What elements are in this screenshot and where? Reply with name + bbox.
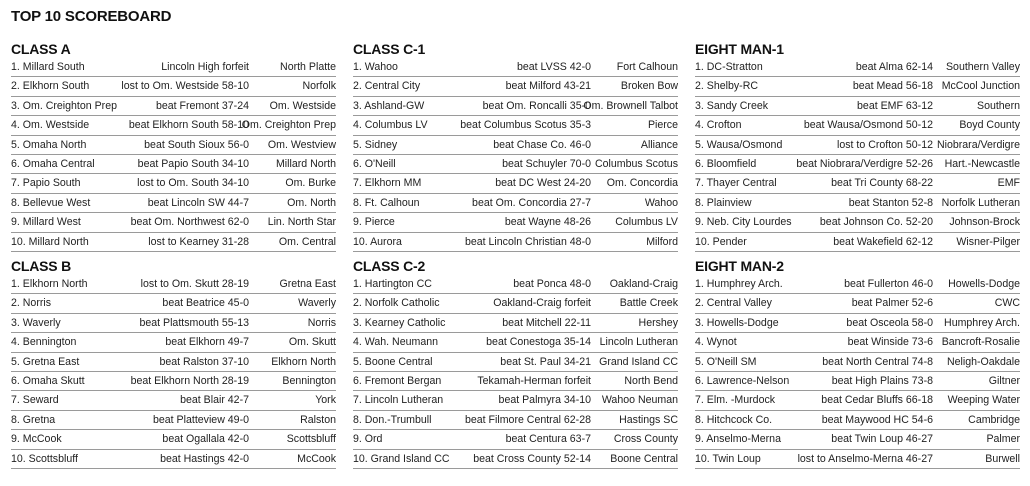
next-opponent: Waverly (298, 297, 336, 310)
next-opponent: Milford (646, 235, 678, 248)
game-result: beat Tri County 68-22 (831, 177, 933, 190)
next-opponent: Boone Central (610, 452, 678, 465)
ranking-row (695, 97, 1020, 116)
next-opponent: Hastings SC (619, 413, 678, 426)
team-name: 3. Sandy Creek (695, 99, 769, 112)
ranking-row (353, 58, 678, 77)
game-result: beat Palmer 52-6 (851, 297, 933, 310)
next-opponent: Cambridge (968, 413, 1020, 426)
team-name: 3. Ashland-GW (353, 99, 425, 112)
ranking-row (353, 314, 678, 333)
team-name: 9. Millard West (11, 216, 81, 229)
team-name: 4. Wah. Neumann (353, 336, 438, 349)
ranking-row (695, 430, 1020, 449)
game-result: beat Lincoln SW 44-7 (147, 196, 249, 209)
ranking-row (353, 275, 678, 294)
ranking-row (11, 174, 336, 193)
game-result: Tekamah-Herman forfeit (477, 374, 591, 387)
ranking-row (11, 116, 336, 135)
next-opponent: Cross County (613, 433, 678, 446)
column-right (695, 40, 1020, 474)
next-opponent: North Bend (624, 374, 678, 387)
team-name: 2. Elkhorn South (11, 80, 90, 93)
game-result: beat Johnson Co. 52-20 (819, 216, 933, 229)
column-middle (353, 40, 678, 474)
next-opponent: Om. North (287, 196, 336, 209)
game-result: lost to Kearney 31-28 (148, 235, 249, 248)
game-result: beat LVSS 42-0 (516, 61, 591, 73)
game-result: lost to Crofton 50-12 (837, 138, 933, 151)
next-opponent: Broken Bow (620, 80, 678, 93)
ranking-row (11, 194, 336, 213)
ranking-row (11, 233, 336, 252)
team-name: 1. Wahoo (353, 61, 398, 73)
ranking-row (11, 333, 336, 352)
ranking-row (11, 77, 336, 96)
ranking-row (695, 77, 1020, 96)
team-name: 10. Twin Loup (695, 452, 761, 465)
team-name: 4. Om. Westside (11, 119, 90, 132)
ranking-row (353, 77, 678, 96)
next-opponent: Southern Valley (945, 61, 1020, 73)
ranking-row (353, 333, 678, 352)
page-title: TOP 10 SCOREBOARD (11, 8, 172, 25)
game-result: lost to Om. Westside 58-10 (121, 80, 249, 93)
team-name: 3. Om. Creighton Prep (11, 99, 117, 112)
next-opponent: Southern (977, 99, 1020, 112)
ranking-row (353, 174, 678, 193)
team-name: 10. Pender (695, 235, 747, 248)
team-name: 6. Bloomfield (695, 157, 757, 170)
next-opponent: Scottsbluff (286, 433, 336, 446)
game-result: beat Cross County 52-14 (473, 452, 591, 465)
ranking-row (11, 155, 336, 174)
game-result: beat Columbus Scotus 35-3 (460, 119, 591, 132)
game-result: beat St. Paul 34-21 (500, 355, 591, 368)
team-name: 1. Hartington CC (353, 278, 432, 290)
team-name: 4. Wynot (695, 336, 737, 349)
class-heading: EIGHT MAN-1 (695, 41, 784, 57)
next-opponent: Humphrey Arch. (944, 316, 1020, 329)
next-opponent: Columbus Scotus (594, 157, 678, 170)
next-opponent: Om. Burke (285, 177, 336, 190)
ranking-row (695, 58, 1020, 77)
class-heading: EIGHT MAN-2 (695, 258, 784, 274)
team-name: 9. Ord (353, 433, 383, 446)
game-result: beat Osceola 58-0 (846, 316, 933, 329)
team-name: 1. Millard South (11, 61, 85, 73)
game-result: beat Lincoln Christian 48-0 (464, 235, 591, 248)
ranking-row (353, 213, 678, 232)
next-opponent: Wisner-Pilger (956, 235, 1020, 248)
ranking-row (695, 294, 1020, 313)
next-opponent: Bancroft-Rosalie (941, 336, 1020, 349)
team-name: 8. Plainview (695, 196, 752, 209)
team-name: 4. Crofton (695, 119, 742, 132)
team-name: 3. Kearney Catholic (353, 316, 446, 329)
class-heading: CLASS A (11, 41, 71, 57)
next-opponent: CWC (994, 297, 1020, 310)
next-opponent: Om. Westside (269, 99, 336, 112)
team-name: 10. Aurora (353, 235, 402, 248)
ranking-row (695, 155, 1020, 174)
game-result: beat South Sioux 56-0 (144, 138, 249, 151)
game-result: beat Elkhorn South 58-10 (128, 119, 249, 132)
team-name: 2. Norfolk Catholic (353, 297, 440, 310)
game-result: beat Maywood HC 54-6 (821, 413, 933, 426)
game-result: beat Beatrice 45-0 (162, 297, 249, 310)
team-name: 5. Sidney (353, 138, 398, 151)
game-result: beat Ogallala 42-0 (162, 433, 249, 446)
ranking-row (695, 372, 1020, 391)
ranking-row (353, 233, 678, 252)
ranking-row (353, 155, 678, 174)
next-opponent: McCool Junction (941, 80, 1020, 93)
ranking-list (353, 58, 678, 252)
game-result: beat Centura 63-7 (505, 433, 591, 446)
team-name: 9. Anselmo-Merna (695, 433, 781, 446)
team-name: 8. Ft. Calhoun (353, 196, 420, 209)
next-opponent: Norris (307, 316, 336, 329)
game-result: beat Ralston 37-10 (159, 355, 249, 368)
ranking-row (11, 136, 336, 155)
team-name: 9. Neb. City Lourdes (695, 216, 792, 229)
ranking-row (11, 314, 336, 333)
next-opponent: Lincoln Lutheran (599, 336, 678, 349)
next-opponent: Grand Island CC (599, 355, 678, 368)
game-result: beat Palmyra 34-10 (498, 394, 591, 407)
team-name: 1. Humphrey Arch. (695, 278, 783, 290)
game-result: beat Wayne 48-26 (504, 216, 591, 229)
class-section (695, 257, 1020, 474)
next-opponent: Boyd County (959, 119, 1020, 132)
game-result: beat Platteview 49-0 (153, 413, 249, 426)
ranking-row (695, 450, 1020, 469)
ranking-list (353, 275, 678, 469)
next-opponent: McCook (297, 452, 336, 465)
game-result: beat Cedar Bluffs 66-18 (821, 394, 933, 407)
next-opponent: Gretna East (279, 278, 336, 290)
next-opponent: Battle Creek (619, 297, 678, 310)
ranking-row (695, 314, 1020, 333)
next-opponent: Om. Central (278, 235, 336, 248)
next-opponent: Bennington (282, 374, 336, 387)
game-result: beat Schuyler 70-0 (502, 157, 591, 170)
ranking-row (695, 411, 1020, 430)
class-section (11, 40, 336, 257)
team-name: 10. Scottsbluff (11, 452, 78, 465)
ranking-row (11, 411, 336, 430)
team-name: 5. O'Neill SM (695, 355, 757, 368)
ranking-row (695, 391, 1020, 410)
team-name: 8. Gretna (11, 413, 56, 426)
ranking-row (695, 136, 1020, 155)
game-result: beat Fremont 37-24 (155, 99, 249, 112)
team-name: 10. Grand Island CC (353, 452, 450, 465)
ranking-list (695, 275, 1020, 469)
team-name: 7. Elkhorn MM (353, 177, 422, 190)
game-result: lost to Anselmo-Merna 46-27 (797, 452, 933, 465)
next-opponent: Millard North (275, 157, 336, 170)
game-result: beat Stanton 52-8 (848, 196, 933, 209)
game-result: beat Hastings 42-0 (160, 452, 249, 465)
team-name: 6. Omaha Skutt (11, 374, 85, 387)
ranking-row (11, 213, 336, 232)
ranking-row (11, 275, 336, 294)
next-opponent: Oakland-Craig (609, 278, 678, 290)
ranking-list (11, 275, 336, 469)
game-result: beat Plattsmouth 55-13 (139, 316, 249, 329)
team-name: 10. Millard North (11, 235, 89, 248)
team-name: 8. Don.-Trumbull (353, 413, 432, 426)
team-name: 1. DC-Stratton (695, 61, 763, 73)
team-name: 5. Gretna East (11, 355, 80, 368)
game-result: beat Blair 42-7 (180, 394, 249, 407)
ranking-row (353, 391, 678, 410)
ranking-row (11, 353, 336, 372)
ranking-list (695, 58, 1020, 252)
next-opponent: EMF (997, 177, 1020, 190)
next-opponent: Weeping Water (947, 394, 1020, 407)
team-name: 5. Omaha North (11, 138, 87, 151)
team-name: 7. Papio South (11, 177, 81, 190)
ranking-row (11, 58, 336, 77)
game-result: beat Fullerton 46-0 (844, 278, 933, 290)
column-left (11, 40, 336, 474)
next-opponent: Om. Brownell Talbot (583, 99, 678, 112)
team-name: 8. Bellevue West (11, 196, 91, 209)
ranking-row (695, 353, 1020, 372)
next-opponent: Fort Calhoun (616, 61, 678, 73)
next-opponent: Om. Concordia (606, 177, 678, 190)
ranking-row (353, 97, 678, 116)
next-opponent: Om. Westview (267, 138, 336, 151)
next-opponent: Elkhorn North (271, 355, 336, 368)
ranking-row (695, 194, 1020, 213)
team-name: 3. Howells-Dodge (695, 316, 779, 329)
next-opponent: Neligh-Oakdale (946, 355, 1020, 368)
game-result: beat North Central 74-8 (822, 355, 933, 368)
game-result: beat Elkhorn North 28-19 (130, 374, 249, 387)
ranking-row (11, 294, 336, 313)
next-opponent: Hershey (638, 316, 678, 329)
ranking-row (695, 275, 1020, 294)
team-name: 2. Central City (353, 80, 421, 93)
class-section (353, 257, 678, 474)
ranking-row (353, 430, 678, 449)
next-opponent: Hart.-Newcastle (944, 157, 1020, 170)
next-opponent: Lin. North Star (267, 216, 336, 229)
next-opponent: Pierce (647, 119, 678, 132)
ranking-row (353, 136, 678, 155)
ranking-row (353, 411, 678, 430)
class-heading: CLASS C-1 (353, 41, 426, 57)
ranking-row (11, 97, 336, 116)
ranking-row (353, 450, 678, 469)
ranking-row (695, 174, 1020, 193)
game-result: beat Wakefield 62-12 (833, 235, 933, 248)
team-name: 5. Boone Central (353, 355, 433, 368)
ranking-row (353, 116, 678, 135)
team-name: 2. Central Valley (695, 297, 772, 310)
game-result: beat Om. Roncalli 35-0 (482, 99, 591, 112)
game-result: lost to Om. Skutt 28-19 (140, 278, 249, 290)
ranking-row (695, 213, 1020, 232)
ranking-row (353, 353, 678, 372)
class-section (353, 40, 678, 257)
next-opponent: Alliance (640, 138, 678, 151)
team-name: 5. Wausa/Osmond (695, 138, 783, 151)
class-heading: CLASS C-2 (353, 258, 426, 274)
class-heading: CLASS B (11, 258, 72, 274)
game-result: beat DC West 24-20 (495, 177, 591, 190)
team-name: 2. Shelby-RC (695, 80, 758, 93)
team-name: 4. Bennington (11, 336, 77, 349)
game-result: beat Om. Concordia 27-7 (472, 196, 591, 209)
class-section (695, 40, 1020, 257)
game-result: beat Milford 43-21 (505, 80, 591, 93)
game-result: beat Chase Co. 46-0 (493, 138, 591, 151)
game-result: beat EMF 63-12 (857, 99, 933, 112)
next-opponent: Giltner (988, 374, 1020, 387)
ranking-row (695, 233, 1020, 252)
ranking-row (11, 450, 336, 469)
team-name: 7. Seward (11, 394, 59, 407)
team-name: 7. Elm. -Murdock (695, 394, 776, 407)
next-opponent: Wahoo (644, 196, 678, 209)
game-result: beat Twin Loup 46-27 (831, 433, 933, 446)
team-name: 7. Lincoln Lutheran (353, 394, 444, 407)
next-opponent: Johnson-Brock (949, 216, 1020, 229)
team-name: 9. Pierce (353, 216, 395, 229)
next-opponent: Norfolk Lutheran (941, 196, 1020, 209)
game-result: beat Mead 56-18 (852, 80, 933, 93)
game-result: Lincoln High forfeit (161, 61, 249, 73)
next-opponent: Palmer (986, 433, 1020, 446)
team-name: 6. Fremont Bergan (353, 374, 442, 387)
game-result: beat Elkhorn 49-7 (165, 336, 249, 349)
ranking-row (353, 194, 678, 213)
ranking-row (695, 333, 1020, 352)
next-opponent: Columbus LV (615, 216, 678, 229)
team-name: 9. McCook (11, 433, 62, 446)
team-name: 6. Omaha Central (11, 157, 95, 170)
next-opponent: Wahoo Neuman (601, 394, 678, 407)
game-result: beat Alma 62-14 (855, 61, 933, 73)
ranking-row (695, 116, 1020, 135)
game-result: beat Mitchell 22-11 (502, 316, 591, 329)
next-opponent: Howells-Dodge (948, 278, 1020, 290)
game-result: beat High Plains 73-8 (831, 374, 933, 387)
game-result: beat Wausa/Osmond 50-12 (803, 119, 933, 132)
game-result: beat Niobrara/Verdigre 52-26 (796, 157, 933, 170)
game-result: beat Conestoga 35-14 (486, 336, 591, 349)
game-result: lost to Om. South 34-10 (137, 177, 249, 190)
game-result: Oakland-Craig forfeit (493, 297, 591, 310)
ranking-row (353, 372, 678, 391)
ranking-row (11, 430, 336, 449)
next-opponent: Niobrara/Verdigre (936, 138, 1020, 151)
next-opponent: York (315, 394, 336, 407)
next-opponent: Ralston (300, 413, 336, 426)
game-result: beat Filmore Central 62-28 (464, 413, 591, 426)
team-name: 3. Waverly (11, 316, 61, 329)
team-name: 7. Thayer Central (695, 177, 777, 190)
team-name: 8. Hitchcock Co. (695, 413, 773, 426)
next-opponent: Om. Creighton Prep (241, 119, 336, 132)
ranking-list (11, 58, 336, 252)
game-result: beat Om. Northwest 62-0 (130, 216, 249, 229)
team-name: 1. Elkhorn North (11, 278, 88, 290)
team-name: 2. Norris (11, 297, 52, 310)
ranking-row (353, 294, 678, 313)
ranking-row (11, 372, 336, 391)
team-name: 6. O'Neill (353, 157, 396, 170)
next-opponent: Om. Skutt (288, 336, 336, 349)
game-result: beat Winside 73-6 (847, 336, 933, 349)
team-name: 6. Lawrence-Nelson (695, 374, 790, 387)
next-opponent: Norfolk (302, 80, 336, 93)
class-section (11, 257, 336, 474)
ranking-row (11, 391, 336, 410)
game-result: beat Ponca 48-0 (513, 278, 591, 290)
game-result: beat Papio South 34-10 (137, 157, 249, 170)
next-opponent: North Platte (280, 61, 336, 73)
team-name: 4. Columbus LV (353, 119, 428, 132)
next-opponent: Burwell (985, 452, 1020, 465)
